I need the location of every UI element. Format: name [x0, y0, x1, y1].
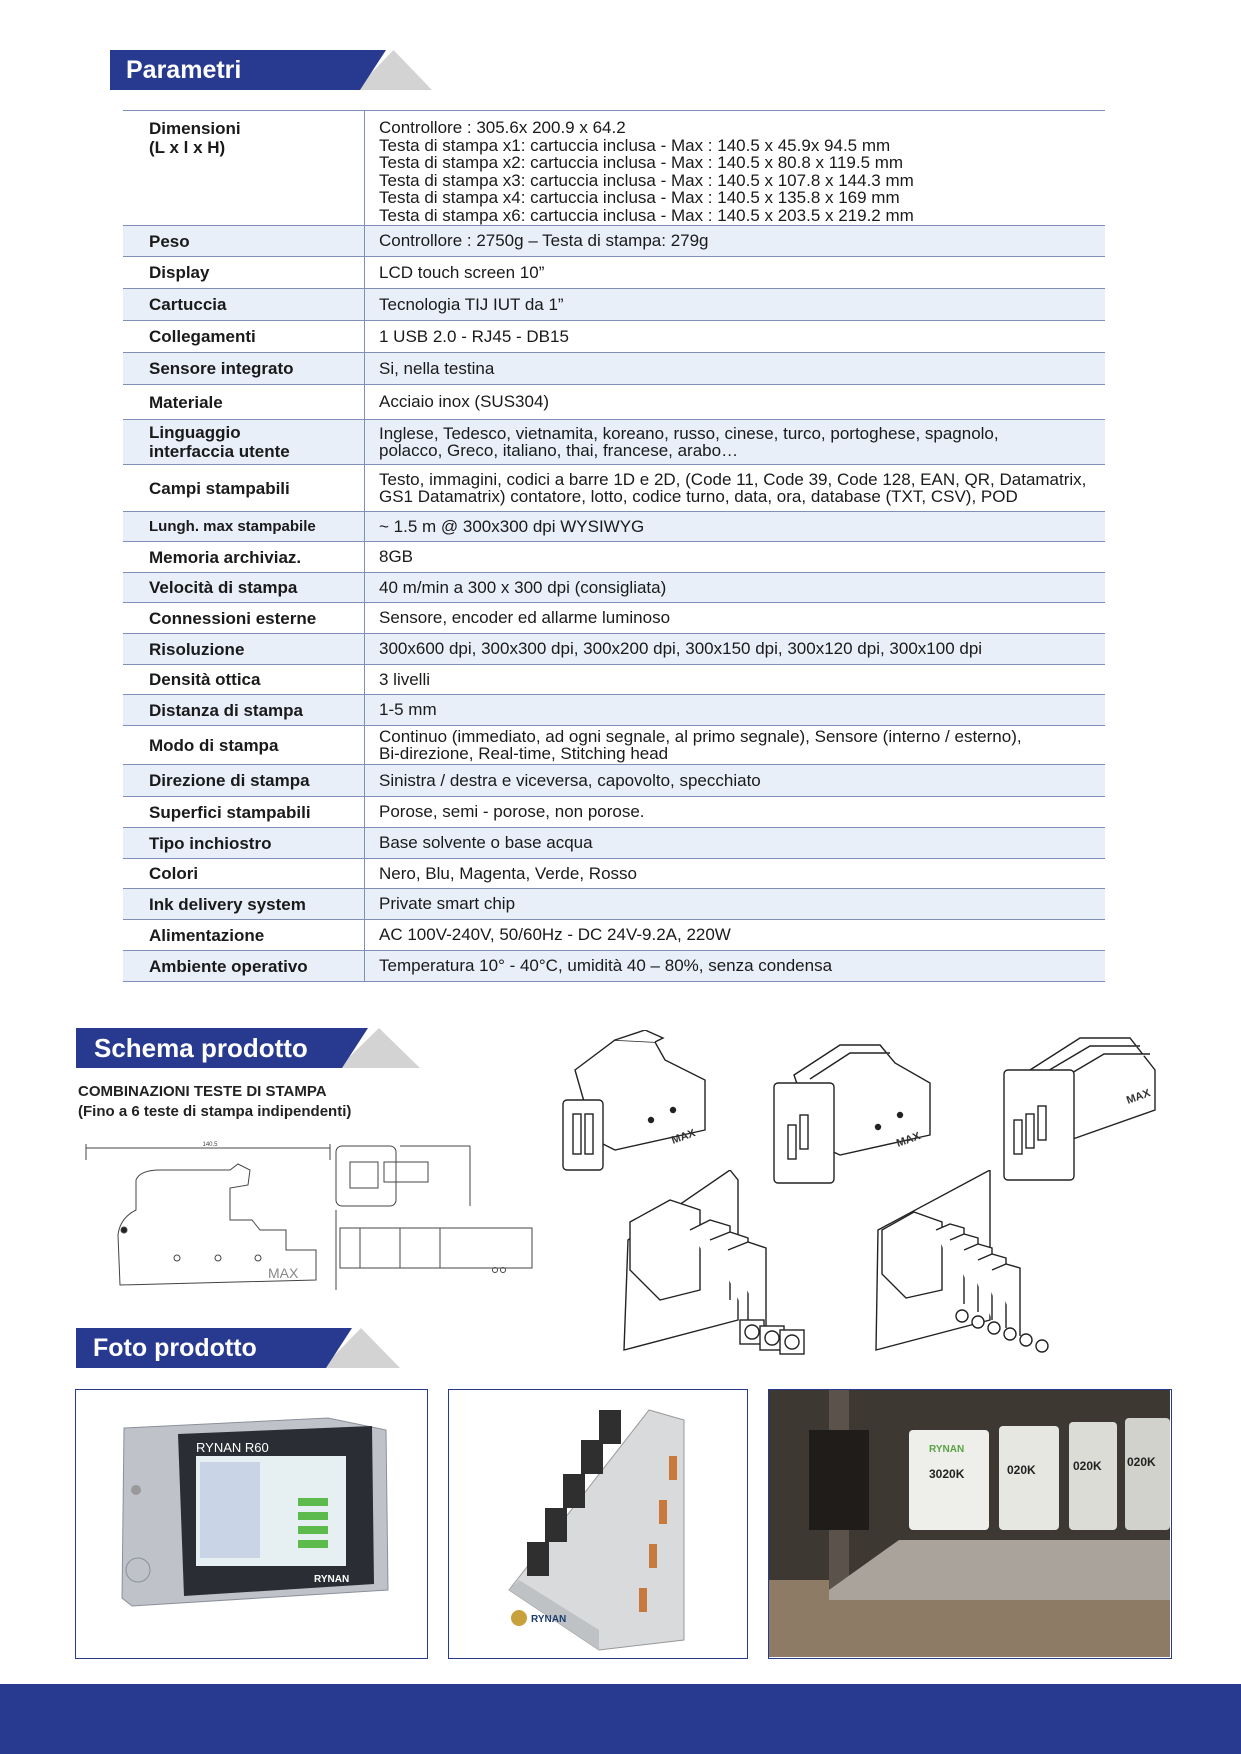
spec-label: Modo di stampa	[123, 726, 365, 765]
spec-label: Display	[123, 257, 365, 289]
printheads-module-illustration	[449, 1390, 746, 1657]
spec-label: Colori	[123, 859, 365, 889]
spec-row	[123, 859, 1105, 889]
controller-brand-text: RYNAN R60	[196, 1440, 269, 1455]
spec-row	[123, 726, 1105, 765]
spec-row	[123, 111, 1105, 226]
controller-logo-text: RYNAN	[314, 1574, 350, 1585]
schema-subtitle-line2: (Fino a 6 teste di stampa indipendenti)	[78, 1103, 352, 1120]
spec-value: 300x600 dpi, 300x300 dpi, 300x200 dpi, 300x150 dpi, 300x120 dpi, 300x100 dpi	[365, 634, 1106, 665]
spec-value: Si, nella testina	[365, 353, 1106, 385]
printhead-x6-render	[870, 1170, 1060, 1360]
printhead-x2-render	[770, 1035, 940, 1190]
spec-row	[123, 797, 1105, 828]
spec-value: Acciaio inox (SUS304)	[365, 385, 1106, 420]
spec-value: LCD touch screen 10”	[365, 257, 1106, 289]
spec-row	[123, 951, 1105, 982]
spec-row	[123, 420, 1105, 465]
photo-controller	[75, 1389, 428, 1659]
spec-table	[123, 110, 1105, 982]
spec-label: Cartuccia	[123, 289, 365, 321]
schema-subtitle	[78, 1082, 351, 1122]
spec-row	[123, 920, 1105, 951]
spec-row	[123, 542, 1105, 573]
spec-value: Controllore : 2750g – Testa di stampa: 279g	[365, 226, 1106, 257]
spec-value: 40 m/min a 300 x 300 dpi (consigliata)	[365, 573, 1106, 603]
cartridge-logo-text: RYNAN	[929, 1444, 965, 1455]
spec-label: Peso	[123, 226, 365, 257]
spec-value: Nero, Blu, Magenta, Verde, Rosso	[365, 859, 1106, 889]
spec-value: 1 USB 2.0 - RJ45 - DB15	[365, 321, 1106, 353]
spec-row	[123, 765, 1105, 797]
dimension-label: 140.5	[202, 1142, 218, 1148]
spec-value: Base solvente o base acqua	[365, 828, 1106, 859]
spec-label: Sensore integrato	[123, 353, 365, 385]
spec-row	[123, 321, 1105, 353]
spec-value: Temperatura 10° - 40°C, umidità 40 – 80%, senza condensa	[365, 951, 1106, 982]
section-header-parametri	[110, 50, 432, 90]
spec-value: Continuo (immediato, ad ogni segnale, al primo segnale), Sensore (interno / esterno), Bi-direzione, Real-time, Stitching head	[365, 726, 1106, 765]
section-title: Parametri	[126, 56, 242, 84]
spec-label: Materiale	[123, 385, 365, 420]
spec-value: ~ 1.5 m @ 300x300 dpi WYSIWYG	[365, 512, 1106, 542]
spec-value: 8GB	[365, 542, 1106, 573]
printhead-x4-render	[620, 1170, 815, 1360]
spec-label: Distanza di stampa	[123, 695, 365, 726]
spec-row	[123, 226, 1105, 257]
section-title: Schema prodotto	[94, 1033, 308, 1063]
module-logo-text: RYNAN	[531, 1614, 567, 1625]
section-header-foto-prodotto	[76, 1328, 400, 1368]
spec-row	[123, 353, 1105, 385]
cartridge-code-3: 020K	[1073, 1459, 1102, 1473]
spec-label: Connessioni esterne	[123, 603, 365, 634]
spec-label: Velocità di stampa	[123, 573, 365, 603]
spec-value: Tecnologia TIJ IUT da 1”	[365, 289, 1106, 321]
spec-value: Porose, semi - porose, non porose.	[365, 797, 1106, 828]
spec-label: Dimensioni (L x l x H)	[123, 111, 365, 226]
spec-label: Collegamenti	[123, 321, 365, 353]
spec-value: Sinistra / destra e viceversa, capovolto, specchiato	[365, 765, 1106, 797]
production-line-illustration	[769, 1390, 1170, 1657]
spec-label: Densità ottica	[123, 665, 365, 695]
spec-label: Superfici stampabili	[123, 797, 365, 828]
spec-label: Linguaggio interfaccia utente	[123, 420, 365, 465]
spec-row	[123, 257, 1105, 289]
spec-row	[123, 665, 1105, 695]
max-label: MAX	[894, 1130, 923, 1150]
spec-label: Direzione di stampa	[123, 765, 365, 797]
spec-row	[123, 289, 1105, 321]
drawing-max-label: MAX	[268, 1265, 299, 1281]
spec-row	[123, 634, 1105, 665]
max-label: MAX	[1124, 1087, 1153, 1107]
spec-row	[123, 889, 1105, 920]
spec-value: Sensore, encoder ed allarme luminoso	[365, 603, 1106, 634]
spec-value: Testo, immagini, codici a barre 1D e 2D, (Code 11, Code 39, Code 128, EAN, QR, Datamatrix, GS1 Datamatrix) contatore, lotto, codice turno, data, ora, database (TXT, CSV), POD	[365, 465, 1106, 512]
spec-row	[123, 695, 1105, 726]
spec-row	[123, 385, 1105, 420]
spec-row	[123, 573, 1105, 603]
spec-value: Private smart chip	[365, 889, 1106, 920]
spec-label: Ink delivery system	[123, 889, 365, 920]
photo-production-line	[768, 1389, 1172, 1659]
spec-value: 3 livelli	[365, 665, 1106, 695]
spec-label: Alimentazione	[123, 920, 365, 951]
spec-label: Lungh. max stampabile	[123, 512, 365, 542]
spec-label: Tipo inchiostro	[123, 828, 365, 859]
spec-row	[123, 603, 1105, 634]
spec-row	[123, 465, 1105, 512]
section-header-schema-prodotto	[76, 1028, 420, 1068]
technical-drawing	[80, 1140, 540, 1300]
photo-printheads-module	[448, 1389, 748, 1659]
controller-illustration	[76, 1390, 426, 1657]
spec-label: Memoria archiviaz.	[123, 542, 365, 573]
spec-row	[123, 828, 1105, 859]
cartridge-code-4: 020K	[1127, 1455, 1156, 1469]
printhead-x1-render	[555, 1030, 715, 1180]
cartridge-code-2: 020K	[1007, 1463, 1036, 1477]
footer-band	[0, 1684, 1241, 1754]
spec-label: Ambiente operativo	[123, 951, 365, 982]
max-label: MAX	[669, 1127, 698, 1147]
spec-row	[123, 512, 1105, 542]
printhead-x3-render	[1000, 1030, 1160, 1190]
spec-value: AC 100V-240V, 50/60Hz - DC 24V-9.2A, 220W	[365, 920, 1106, 951]
spec-label: Risoluzione	[123, 634, 365, 665]
spec-value: 1-5 mm	[365, 695, 1106, 726]
section-title: Foto prodotto	[93, 1334, 257, 1362]
spec-label: Campi stampabili	[123, 465, 365, 512]
spec-value: Inglese, Tedesco, vietnamita, koreano, russo, cinese, turco, portoghese, spagnolo, polacco, Greco, italiano, thai, francese, arabo…	[365, 420, 1106, 465]
spec-value: Controllore : 305.6x 200.9 x 64.2 Testa di stampa x1: cartuccia inclusa - Max : 140.5 x 45.9x 94.5 mm Testa di stampa x2: cartuccia inclusa - Max : 140.5 x 80.8 x 119.5 mm Testa di stampa x3: cartuccia inclusa - Max : 140.5 x 107.8 x 144.3 mm Testa di stampa x4: cartuccia inclusa - Max : 140.5 x 135.8 x 169 mm Testa di stampa x6: cartuccia inclusa - Max : 140.5 x 203.5 x 219.2 mm	[365, 111, 1106, 226]
schema-subtitle-line1: COMBINAZIONI TESTE DI STAMPA	[78, 1083, 327, 1100]
cartridge-code-1: 3020K	[929, 1467, 965, 1481]
